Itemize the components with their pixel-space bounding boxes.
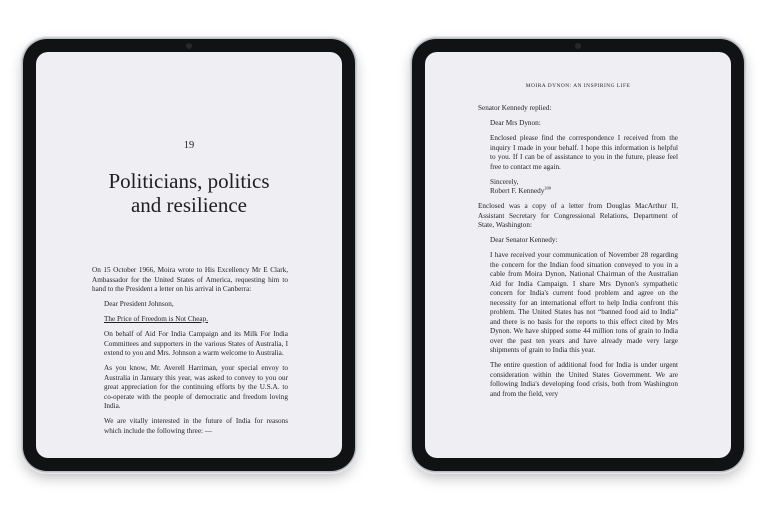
running-head: MOIRA DYNON: AN INSPIRING LIFE xyxy=(525,83,631,89)
left-page xyxy=(36,52,342,458)
chapter-title xyxy=(36,169,342,217)
letter-signoff xyxy=(490,178,678,197)
paragraph-replied: Senator Kennedy replied: xyxy=(478,104,552,112)
chapter-title-line1: Politicians, politics xyxy=(108,169,270,193)
macarthur-paragraph-2: The entire question of additional food for India is under urgent consideration within the United States Government. We are following India's developing food crisis, both from Washington and from the field, very xyxy=(490,361,678,398)
paragraph-enclosed-copy: Enclosed was a copy of a letter from Douglas MacArthur II, Assistant Secretary for Congressional Relations, Department of State, Washington: xyxy=(478,202,678,229)
camera-icon xyxy=(575,43,581,49)
letter-heading: The Price of Freedom is Not Cheap. xyxy=(104,315,208,323)
signature: Robert F. Kennedy xyxy=(490,187,545,195)
right-page-body xyxy=(478,104,678,405)
letter-paragraph-3: We are vitally interested in the future of India for reasons which include the following three: — xyxy=(104,417,288,435)
letter-salutation-2: Dear Senator Kennedy: xyxy=(490,236,558,244)
footnote-ref: 200 xyxy=(544,185,552,191)
chapter-number: 19 xyxy=(183,140,195,151)
letter-paragraph-1: On behalf of Aid For India Campaign and its Milk For India Committees and supporters in the various States of Australia, I extend to you and Mrs. Johnson a warm welcome to Australia. xyxy=(104,330,288,357)
tablet-right xyxy=(412,39,744,471)
letter-salutation-1: Dear Mrs Dynon: xyxy=(490,119,541,127)
sign-off: Sincerely, xyxy=(490,177,519,186)
left-page-body xyxy=(92,266,288,442)
letter-paragraph-2: As you know, Mr. Averell Harriman, your special envoy to Australia in January this year, was asked to convey to you our great appreciation for the continuing efforts by the U.S.A. to co-operate with the people of democratic and freedom loving India. xyxy=(104,364,288,410)
kennedy-letter-paragraph: Enclosed please find the correspondence I received from the inquiry I made in your behalf. I hope this information is helpful to you. If I can be of assistance to you in the future, please feel free to contact me again. xyxy=(490,134,678,171)
right-page xyxy=(425,52,731,458)
macarthur-paragraph-1: I have received your communication of November 28 regarding the concern for the Indian food situation conveyed to you in a cable from Moira Dynon, National Chairman of the Australian Aid for India Campaign. I share Mrs Dynon's sympathetic concern for India's current food problem and agree on the necessity for an international effort to help India confront this problem. The United States has not “banned food aid to India” and there is no basis for the reports to this effect cited by Mrs Dynon. We have shipped some 44 million tons of grain to India over the past ten years and have already made very large shipments of grain to India this year. xyxy=(490,251,678,354)
chapter-title-line2: and resilience xyxy=(130,193,248,217)
paragraph-intro: On 15 October 1966, Moira wrote to His Excellency Mr E Clark, Ambassador for the United States of America, requesting him to hand to the President a letter on his arrival in Canberra: xyxy=(92,266,288,293)
letter-salutation: Dear President Johnson, xyxy=(104,300,174,308)
camera-icon xyxy=(186,43,192,49)
tablet-left xyxy=(23,39,355,471)
